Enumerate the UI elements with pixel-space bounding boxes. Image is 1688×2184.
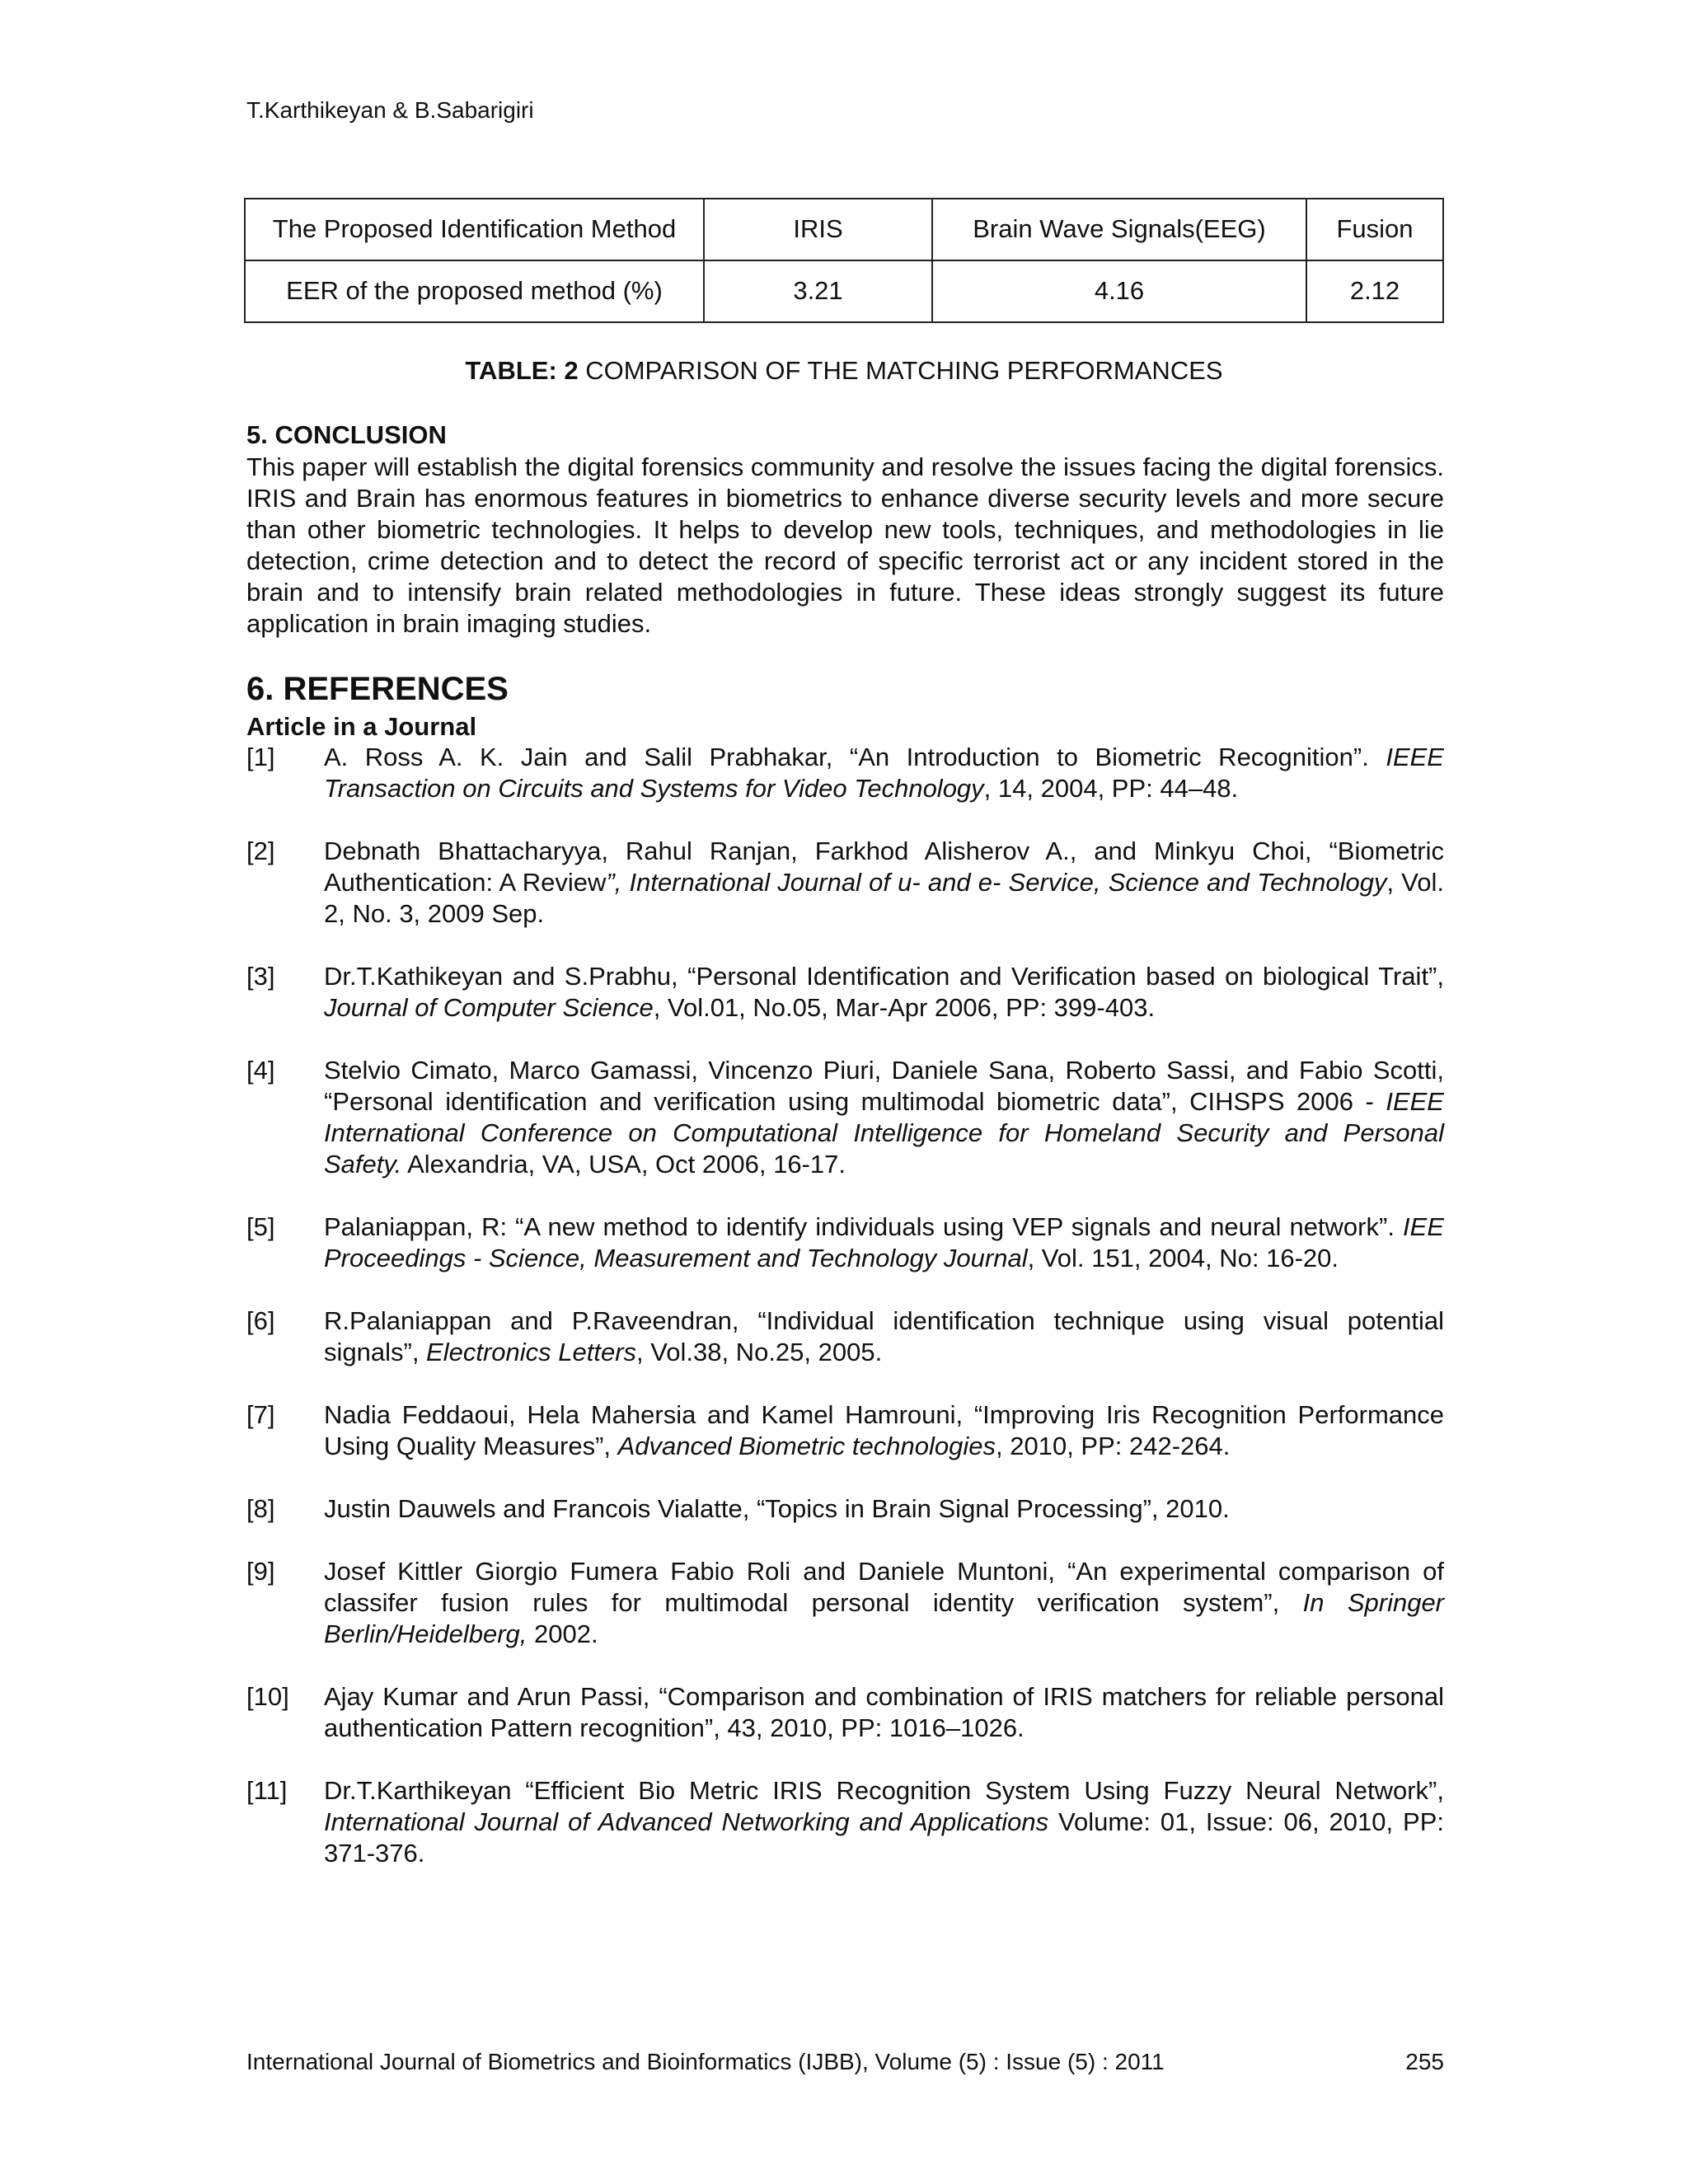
reference-number: [7] (246, 1400, 275, 1429)
reference-number: [6] (246, 1306, 275, 1335)
table-caption-text: COMPARISON OF THE MATCHING PERFORMANCES (578, 356, 1223, 385)
reference-details: Volume: 01, Issue: 06, 2010, PP: 371-376. (324, 1807, 1444, 1868)
reference-text: R.Palaniappan and P.Raveendran, “Individual identification technique using visual potential signals”, (324, 1306, 1444, 1366)
reference-text: Palaniappan, R: “A new method to identify individuals using VEP signals and neural network”. (324, 1212, 1404, 1241)
reference-item (246, 836, 1444, 930)
reference-number: [1] (246, 743, 275, 771)
reference-item (246, 1681, 1444, 1744)
reference-details: , Vol. 151, 2004, No: 16-20. (1027, 1244, 1339, 1272)
conclusion-heading: 5. CONCLUSION (246, 420, 447, 449)
reference-details: , Vol.01, No.05, Mar-Apr 2006, PP: 399-403. (653, 993, 1156, 1022)
reference-number: [11] (246, 1776, 288, 1805)
table-caption-label: TABLE: 2 (465, 356, 579, 385)
table-header-method: The Proposed Identification Method (245, 199, 704, 260)
reference-item (246, 1493, 1444, 1525)
reference-text: Dr.T.Karthikeyan “Efficient Bio Metric IRIS Recognition System Using Fuzzy Neural Network”, (324, 1776, 1444, 1805)
reference-text: Justin Dauwels and Francois Vialatte, “Topics in Brain Signal Processing”, 2010. (324, 1494, 1230, 1523)
results-table (244, 198, 1444, 323)
reference-item (246, 961, 1444, 1024)
reference-text: A. Ross A. K. Jain and Salil Prabhakar, “An Introduction to Biometric Recognition”. (324, 743, 1386, 771)
table-cell-eeg: 4.16 (932, 260, 1306, 322)
reference-details: Alexandria, VA, USA, Oct 2006, 16-17. (401, 1150, 846, 1179)
table-cell-iris: 3.21 (704, 260, 932, 322)
reference-item (246, 1775, 1444, 1869)
references-subheading: Article in a Journal (246, 712, 477, 741)
table-header-fusion: Fusion (1306, 199, 1443, 260)
reference-number: [9] (246, 1557, 275, 1586)
reference-text: Dr.T.Kathikeyan and S.Prabhu, “Personal Identification and Verification based on biological Trait”, (324, 962, 1444, 991)
reference-source: ”, International Journal of u- and e- Service, Science and Technology (606, 868, 1387, 897)
table-cell-label: EER of the proposed method (%) (245, 260, 704, 322)
reference-number: [4] (246, 1056, 275, 1085)
reference-source: IEEE International Conference on Computational Intelligence for Homeland Security and Personal Safety. (324, 1087, 1444, 1179)
table-header-row (245, 199, 1443, 260)
reference-item (246, 742, 1444, 804)
reference-number: [5] (246, 1212, 275, 1241)
reference-number: [8] (246, 1494, 275, 1523)
reference-source: Electronics Letters (426, 1338, 637, 1366)
table-caption (244, 356, 1444, 386)
reference-details: , Vol.38, No.25, 2005. (636, 1338, 883, 1366)
running-head: T.Karthikeyan & B.Sabarigiri (246, 97, 534, 123)
reference-number: [10] (246, 1682, 289, 1711)
reference-number: [2] (246, 837, 275, 865)
reference-details: , 14, 2004, PP: 44–48. (983, 774, 1239, 803)
reference-text: Ajay Kumar and Arun Passi, “Comparison and combination of IRIS matchers for reliable personal authentication Pattern recognition”, 43, 2010, PP: 1016–1026. (324, 1682, 1444, 1742)
conclusion-body: This paper will establish the digital forensics community and resolve the issues facing the digital forensics. IRIS and Brain has enormous features in biometrics to enhance diverse security levels and more secure than other biometric technologies. It helps to develop new tools, techniques, and methodologies in lie detection, crime detection and to detect the record of specific terrorist act or any incident stored in the brain and to intensify brain related methodologies in future. These ideas strongly suggest its future application in brain imaging studies. (246, 452, 1444, 638)
reference-source: IEE Proceedings - Science, Measurement and Technology Journal (324, 1212, 1444, 1272)
reference-item (246, 1556, 1444, 1650)
table-cell-fusion: 2.12 (1306, 260, 1443, 322)
reference-text: Debnath Bhattacharyya, Rahul Ranjan, Farkhod Alisherov A., and Minkyu Choi, “Biometric Authentication: A Review (324, 837, 1444, 897)
reference-source: IEEE Transaction on Circuits and Systems for Video Technology (324, 743, 1444, 803)
reference-item (246, 1212, 1444, 1274)
reference-source: In Springer Berlin/Heidelberg, (324, 1588, 1445, 1648)
reference-details: , Vol. 2, No. 3, 2009 Sep. (324, 868, 1444, 928)
reference-details: 2002. (527, 1619, 598, 1648)
table-header-eeg: Brain Wave Signals(EEG) (932, 199, 1306, 260)
reference-source: Advanced Biometric technologies (617, 1432, 996, 1460)
reference-item (246, 1305, 1444, 1368)
table-row (245, 260, 1443, 322)
reference-number: [3] (246, 962, 275, 991)
reference-list (246, 742, 1444, 1900)
reference-details: , 2010, PP: 242-264. (996, 1432, 1231, 1460)
footer-page-number: 255 (1405, 2049, 1444, 2074)
reference-item (246, 1399, 1444, 1462)
table-header-iris: IRIS (704, 199, 932, 260)
reference-text: Nadia Feddaoui, Hela Mahersia and Kamel Hamrouni, “Improving Iris Recognition Performance Using Quality Measures”, (324, 1400, 1444, 1460)
reference-text: Stelvio Cimato, Marco Gamassi, Vincenzo Piuri, Daniele Sana, Roberto Sassi, and Fabio Scotti, “Personal identification and verification using multimodal biometric data”, CIHSPS 2006 - (324, 1056, 1444, 1116)
reference-source: Journal of Computer Science (324, 993, 654, 1022)
reference-text: Josef Kittler Giorgio Fumera Fabio Roli and Daniele Muntoni, “An experimental comparison of classifer fusion rules for multimodal personal identity verification system”, (324, 1557, 1444, 1617)
reference-source: International Journal of Advanced Networking and Applications (324, 1807, 1049, 1836)
references-heading: 6. REFERENCES (246, 671, 509, 707)
reference-item (246, 1055, 1444, 1180)
footer-journal: International Journal of Biometrics and Bioinformatics (IJBB), Volume (5) : Issue (5) : 2011 (246, 2049, 1165, 2074)
